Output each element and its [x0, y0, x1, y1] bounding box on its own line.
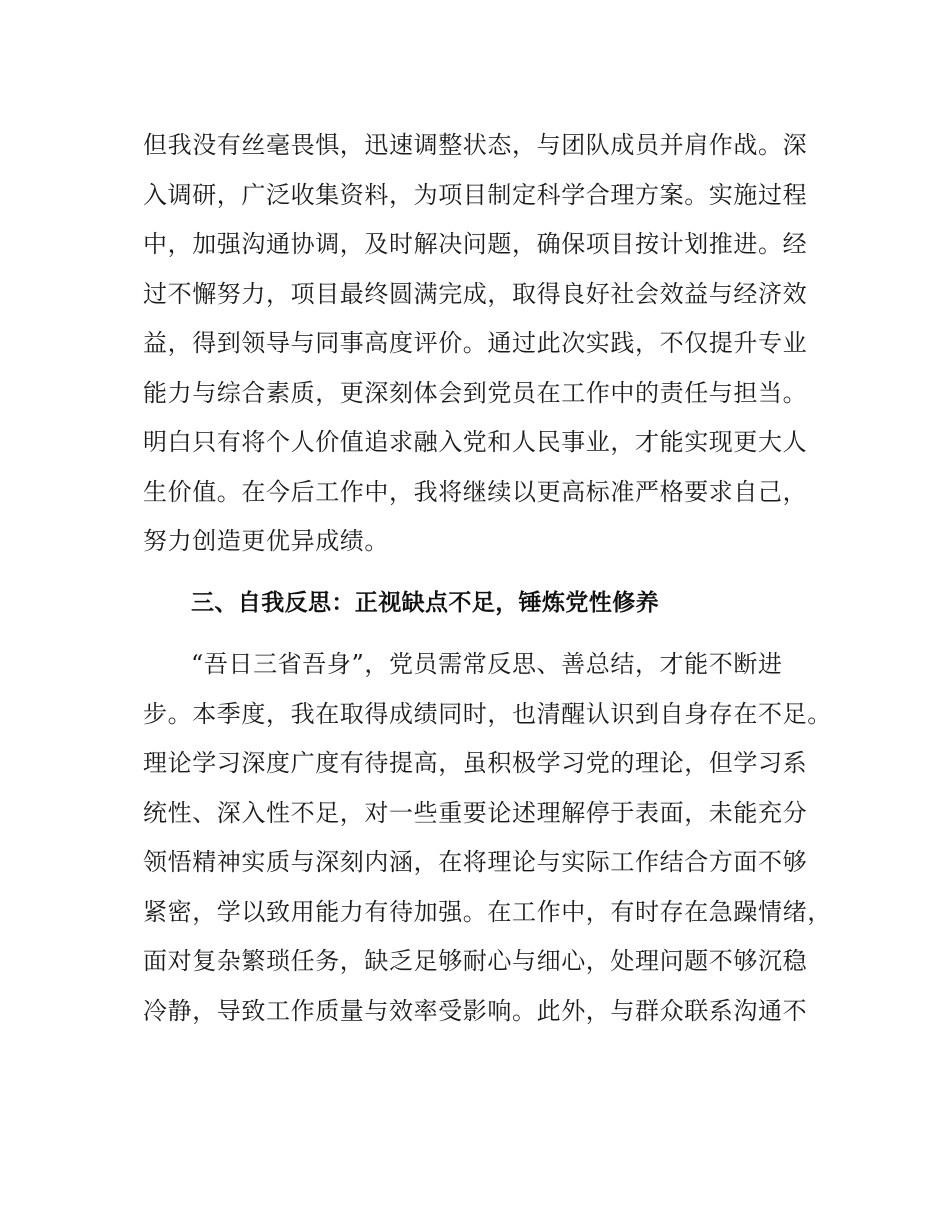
- text-line: 努力创造更优异成绩。: [143, 527, 389, 555]
- text-line: 中，加强沟通协调，及时解决问题，确保项目按计划推进。经: [143, 230, 808, 258]
- text-line: 过不懈努力，项目最终圆满完成，取得良好社会效益与经济效: [143, 279, 808, 308]
- text-line: 入调研，广泛收集资料，为项目制定科学合理方案。实施过程: [143, 180, 808, 209]
- section-heading: 三、自我反思：正视缺点不足，锤炼党性修养: [191, 589, 659, 616]
- text-line: 能力与综合素质，更深刻体会到党员在工作中的责任与担当。: [143, 378, 808, 407]
- text-line: 明白只有将个人价值追求融入党和人民事业，才能实现更大人: [143, 428, 808, 456]
- text-line: 领悟精神实质与深刻内涵，在将理论与实际工作结合方面不够: [143, 848, 808, 876]
- text-line: 但我没有丝毫畏惧，迅速调整状态，与团队成员并肩作战。深: [143, 131, 808, 159]
- text-line: 统性、深入性不足，对一些重要论述理解停于表面，未能充分: [143, 798, 808, 827]
- text-line: 生价值。在今后工作中，我将继续以更高标准严格要求自己，: [143, 477, 808, 506]
- spacer: [143, 567, 815, 579]
- text-line: “吾日三省吾身”，党员需常反思、善总结，才能不断进: [191, 650, 783, 678]
- text-line: 理论学习深度广度有待提高，虽积极学习党的理论，但学习系: [143, 749, 808, 777]
- text-line: 益，得到领导与同事高度评价。通过此次实践，不仅提升专业: [143, 329, 808, 357]
- text-line: 面对复杂繁琐任务，缺乏足够耐心与细心，处理问题不够沉稳: [143, 947, 808, 975]
- paragraph-continuation: [143, 121, 815, 567]
- text-line: 冷静，导致工作质量与效率受影响。此外，与群众联系沟通不: [143, 996, 808, 1025]
- text-line: 紧密，学以致用能力有待加强。在工作中，有时存在急躁情绪，: [143, 897, 832, 926]
- spacer: [143, 628, 815, 640]
- text-line: 步。本季度，我在取得成绩同时，也清醒认识到自身存在不足。: [143, 699, 832, 728]
- document-body: [143, 121, 832, 1036]
- paragraph-self-reflection: [143, 640, 832, 1036]
